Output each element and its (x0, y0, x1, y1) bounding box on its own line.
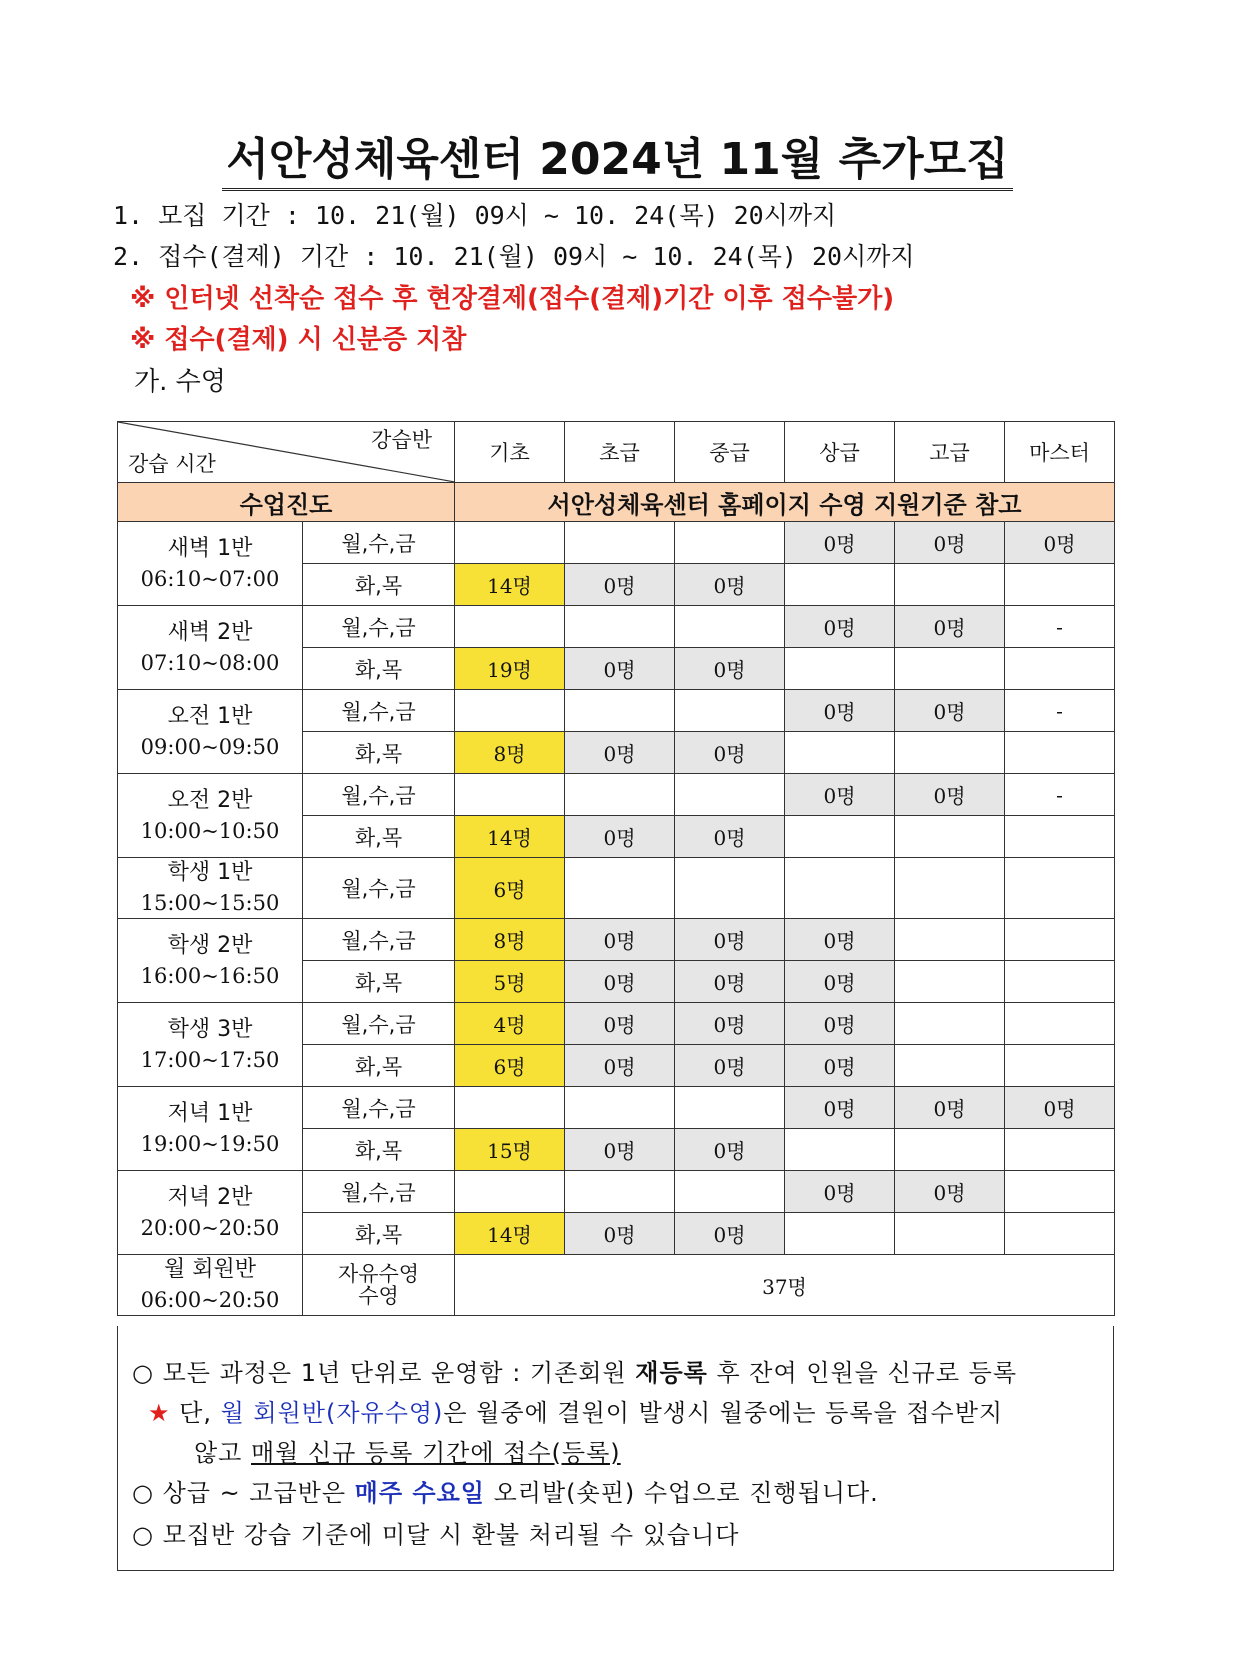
days-cell: 화,목 (303, 816, 455, 858)
class-time-cell (118, 1087, 303, 1171)
note-1 (132, 1353, 1017, 1388)
class-name: 오전 1반 (167, 703, 253, 729)
progress-label: 수업진도 (118, 483, 455, 522)
count-cell (1005, 1045, 1115, 1087)
count-cell: 0명 (565, 961, 675, 1003)
payment-period: 2. 접수(결제) 기간 : 10. 21(월) 09시 ~ 10. 24(목) 20시까지 (113, 242, 915, 271)
class-time: 07:10~08:00 (140, 650, 280, 675)
class-name: 새벽 1반 (167, 535, 253, 561)
table-row (118, 919, 1115, 961)
count-cell: 0명 (895, 606, 1005, 648)
count-cell (1005, 961, 1115, 1003)
count-cell: 0명 (565, 816, 675, 858)
class-time-cell (118, 1171, 303, 1255)
count-cell: 0명 (895, 1171, 1005, 1213)
note-4 (132, 1473, 879, 1508)
note-text: 단, (170, 1399, 221, 1427)
class-time: 16:00~16:50 (140, 963, 280, 988)
count-cell (565, 1087, 675, 1129)
count-cell: 14명 (455, 1213, 565, 1255)
count-cell (455, 690, 565, 732)
class-name: 저녁 2반 (167, 1184, 253, 1210)
level-header: 상급 (785, 422, 895, 483)
days-cell (303, 1255, 455, 1316)
class-time-cell (118, 858, 303, 919)
page-title: 서안성체육센터 2024년 11월 추가모집 (0, 134, 1235, 191)
count-cell: 0명 (785, 1003, 895, 1045)
table-row (118, 1087, 1115, 1129)
table-row (118, 774, 1115, 816)
days-cell: 화,목 (303, 1213, 455, 1255)
count-cell (895, 1003, 1005, 1045)
count-cell (895, 1129, 1005, 1171)
count-cell (455, 774, 565, 816)
count-cell (895, 732, 1005, 774)
count-cell: 14명 (455, 564, 565, 606)
count-cell (455, 1087, 565, 1129)
count-cell: 0명 (565, 564, 675, 606)
note-2 (148, 1393, 1003, 1428)
count-cell: 0명 (565, 1003, 675, 1045)
progress-value: 서안성체육센터 홈페이지 수영 지원기준 참고 (455, 483, 1115, 522)
class-time-cell (118, 1255, 303, 1316)
count-cell: 0명 (675, 1045, 785, 1087)
count-cell (565, 774, 675, 816)
count-cell (1005, 1003, 1115, 1045)
count-cell: 0명 (565, 1045, 675, 1087)
class-name: 학생 3반 (167, 1016, 253, 1042)
count-cell: 0명 (785, 1045, 895, 1087)
table-row (118, 1003, 1115, 1045)
note-emphasis: 월 회원반(자유수영) (220, 1399, 444, 1427)
class-time: 06:00~20:50 (140, 1288, 280, 1312)
member-count-cell: 37명 (455, 1255, 1115, 1316)
table-row (118, 522, 1115, 564)
count-cell (1005, 858, 1115, 919)
count-cell (675, 1087, 785, 1129)
count-cell (675, 606, 785, 648)
count-cell: 0명 (675, 919, 785, 961)
count-cell (1005, 1213, 1115, 1255)
count-cell: 8명 (455, 919, 565, 961)
count-cell (895, 1045, 1005, 1087)
count-cell: 6명 (455, 1045, 565, 1087)
days-cell: 월,수,금 (303, 858, 455, 919)
days-cell: 월,수,금 (303, 1087, 455, 1129)
count-cell: 0명 (565, 1213, 675, 1255)
days-cell: 화,목 (303, 564, 455, 606)
count-cell: 19명 (455, 648, 565, 690)
header-class-label: 강습반 (371, 428, 432, 452)
section-title: 가. 수영 (134, 367, 226, 397)
count-cell (785, 648, 895, 690)
count-cell (895, 961, 1005, 1003)
days-cell: 화,목 (303, 961, 455, 1003)
recruit-period: 1. 모집 기간 : 10. 21(월) 09시 ~ 10. 24(목) 20시까지 (113, 201, 837, 230)
count-cell: 0명 (895, 522, 1005, 564)
days-cell: 월,수,금 (303, 606, 455, 648)
note-text: ○ 모든 과정은 1년 단위로 운영함 : 기존회원 (132, 1359, 636, 1387)
count-cell (1005, 1171, 1115, 1213)
count-cell: 5명 (455, 961, 565, 1003)
class-time: 09:00~09:50 (140, 734, 280, 759)
class-name: 학생 1반 (167, 860, 253, 885)
level-header: 마스터 (1005, 422, 1115, 483)
progress-row (118, 483, 1115, 522)
note-underline: 매월 신규 등록 기간에 접수(등록) (251, 1439, 621, 1467)
note-text: ○ 상급 ~ 고급반은 (132, 1479, 355, 1507)
count-cell (785, 564, 895, 606)
count-cell (895, 858, 1005, 919)
count-cell: 0명 (565, 648, 675, 690)
count-cell: 0명 (1005, 1087, 1115, 1129)
class-time: 17:00~17:50 (140, 1047, 280, 1072)
level-header: 초급 (565, 422, 675, 483)
days-cell: 화,목 (303, 1129, 455, 1171)
count-cell (565, 1171, 675, 1213)
count-cell: 0명 (675, 1003, 785, 1045)
table-row (118, 1171, 1115, 1213)
count-cell (1005, 732, 1115, 774)
count-cell: 0명 (675, 648, 785, 690)
count-cell (895, 648, 1005, 690)
count-cell (895, 1213, 1005, 1255)
count-cell: 0명 (895, 774, 1005, 816)
notes-box (117, 1326, 1114, 1571)
note-text: 은 월중에 결원이 발생시 월중에는 등록을 접수받지 (443, 1399, 1004, 1427)
count-cell: 0명 (785, 522, 895, 564)
count-cell (1005, 816, 1115, 858)
note-emphasis: 매주 수요일 (354, 1479, 485, 1507)
count-cell (565, 606, 675, 648)
count-cell (785, 732, 895, 774)
count-cell (1005, 564, 1115, 606)
count-cell: - (1005, 606, 1115, 648)
count-cell: 0명 (895, 1087, 1005, 1129)
class-name: 월 회원반 (163, 1257, 256, 1282)
table-row (118, 690, 1115, 732)
count-cell (675, 774, 785, 816)
count-cell: 15명 (455, 1129, 565, 1171)
class-time: 15:00~15:50 (140, 891, 280, 915)
class-time-cell (118, 774, 303, 858)
class-time: 20:00~20:50 (140, 1215, 280, 1240)
days-cell: 화,목 (303, 732, 455, 774)
member-days-line1: 자유수영 (337, 1262, 420, 1286)
level-header: 고급 (895, 422, 1005, 483)
count-cell (895, 564, 1005, 606)
days-cell: 월,수,금 (303, 690, 455, 732)
count-cell (895, 919, 1005, 961)
class-time-cell (118, 1003, 303, 1087)
count-cell (565, 522, 675, 564)
count-cell: 0명 (785, 1087, 895, 1129)
count-cell: 0명 (785, 961, 895, 1003)
count-cell: 0명 (785, 690, 895, 732)
count-cell (1005, 919, 1115, 961)
count-cell: 0명 (565, 919, 675, 961)
header-time-label: 강습 시간 (128, 452, 216, 476)
count-cell: 0명 (675, 732, 785, 774)
note-3 (194, 1433, 621, 1468)
count-cell: 0명 (785, 919, 895, 961)
class-time: 19:00~19:50 (140, 1131, 280, 1156)
notice-online: ※ 인터넷 선착순 접수 후 현장결제(접수(결제)기간 이후 접수불가) (130, 284, 895, 314)
days-cell: 월,수,금 (303, 774, 455, 816)
class-name: 오전 2반 (167, 787, 253, 813)
note-emphasis: 재등록 (635, 1359, 708, 1387)
header-row (118, 422, 1115, 483)
count-cell (1005, 1129, 1115, 1171)
table-row (118, 606, 1115, 648)
count-cell (675, 522, 785, 564)
class-time-cell (118, 919, 303, 1003)
count-cell (895, 816, 1005, 858)
member-row (118, 1255, 1115, 1316)
note-5: ○ 모집반 강습 기준에 미달 시 환불 처리될 수 있습니다 (132, 1521, 740, 1549)
count-cell: 0명 (675, 564, 785, 606)
notice-id: ※ 접수(결제) 시 신분증 지참 (130, 325, 467, 355)
count-cell: 6명 (455, 858, 565, 919)
note-text: 후 잔여 인원을 신규로 등록 (707, 1359, 1018, 1387)
count-cell: 0명 (675, 961, 785, 1003)
count-cell: 0명 (785, 774, 895, 816)
count-cell: 0명 (565, 1129, 675, 1171)
member-days-line2: 수영 (358, 1284, 399, 1308)
level-header: 기초 (455, 422, 565, 483)
count-cell (785, 816, 895, 858)
class-time-cell (118, 522, 303, 606)
count-cell (565, 858, 675, 919)
class-time-cell (118, 690, 303, 774)
days-cell: 화,목 (303, 648, 455, 690)
class-time: 06:10~07:00 (140, 566, 280, 591)
table-row (118, 858, 1115, 919)
days-cell: 월,수,금 (303, 1171, 455, 1213)
class-name: 저녁 1반 (167, 1100, 253, 1126)
count-cell: 0명 (785, 1171, 895, 1213)
count-cell: 0명 (785, 606, 895, 648)
count-cell: 0명 (675, 816, 785, 858)
count-cell (785, 858, 895, 919)
count-cell (785, 1129, 895, 1171)
star-icon: ★ (148, 1399, 171, 1427)
level-header: 중급 (675, 422, 785, 483)
count-cell: 0명 (675, 1213, 785, 1255)
count-cell (675, 690, 785, 732)
count-cell (785, 1213, 895, 1255)
count-cell (565, 690, 675, 732)
days-cell: 화,목 (303, 1045, 455, 1087)
count-cell: 0명 (1005, 522, 1115, 564)
count-cell: 0명 (675, 1129, 785, 1171)
count-cell (455, 1171, 565, 1213)
count-cell (675, 858, 785, 919)
class-time: 10:00~10:50 (140, 818, 280, 843)
count-cell: 14명 (455, 816, 565, 858)
days-cell: 월,수,금 (303, 522, 455, 564)
days-cell: 월,수,금 (303, 1003, 455, 1045)
count-cell (455, 606, 565, 648)
class-name: 새벽 2반 (167, 619, 253, 645)
count-cell: - (1005, 774, 1115, 816)
count-cell: - (1005, 690, 1115, 732)
count-cell (675, 1171, 785, 1213)
class-name: 학생 2반 (167, 932, 253, 958)
note-text: 않고 (194, 1439, 251, 1467)
count-cell: 8명 (455, 732, 565, 774)
count-cell: 0명 (895, 690, 1005, 732)
schedule-table (117, 421, 1115, 1316)
count-cell (455, 522, 565, 564)
count-cell (1005, 648, 1115, 690)
count-cell: 0명 (565, 732, 675, 774)
class-time-cell (118, 606, 303, 690)
count-cell: 4명 (455, 1003, 565, 1045)
days-cell: 월,수,금 (303, 919, 455, 961)
header-diagonal-cell (118, 422, 455, 483)
note-text: 오리발(숏핀) 수업으로 진행됩니다. (484, 1479, 879, 1507)
